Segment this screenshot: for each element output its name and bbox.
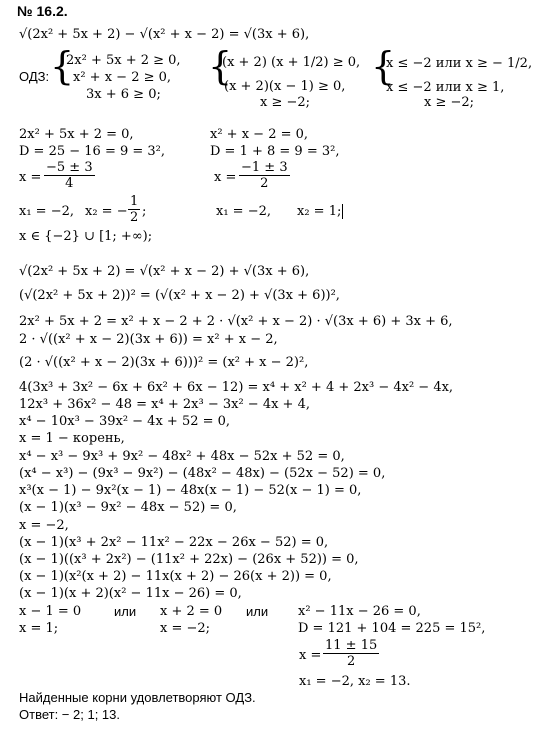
quad1-root-2: x₂ = − [85,204,128,219]
case-3-x-denominator: 2 [346,654,356,669]
case-2-eq: x + 2 = 0 [160,604,223,619]
quad2-root-2: x₂ = 1; [297,204,342,219]
work-line-16: (x − 1)((x³ + 2x²) − (11x² + 22x) − (26x + 52)) = 0, [19,552,359,567]
quad1-x-prefix: x = [19,170,42,185]
work-line-14: x = −2, [19,518,69,533]
odz-s2-line-2: (x + 2)(x − 1) ≥ 0, [224,79,346,94]
case-3-x-numerator: 11 ± 15 [325,638,378,653]
odz-s2-line-1: (x + 2) (x + 1/2) ≥ 0, [222,55,361,70]
quad1-root-2-fraction [128,194,140,225]
odz-s1-line-1: 2x² + 5x + 2 ≥ 0, [66,53,181,68]
odz-brace-2: { [208,44,233,88]
work-line-8: x⁴ − 10x³ − 39x² − 4x + 52 = 0, [19,414,231,429]
quad2-x-denominator: 2 [260,176,269,191]
case-1-root: x = 1; [19,621,59,636]
text-cursor [342,204,343,219]
work-line-4: 2 · √((x² + x − 2)(3x + 6)) = x² + x − 2, [19,332,278,347]
case-3-x-prefix: x = [299,648,322,663]
quad1-x-fraction [44,160,95,191]
domain-set: x ∈ {−2} ∪ [1; +∞); [19,229,153,244]
case-3-discriminant: D = 121 + 104 = 225 = 15², [298,621,486,636]
conclusion: Найденные корни удовлетворяют ОДЗ. [19,690,256,705]
quad2-equation: x² + x − 2 = 0, [210,127,309,142]
quad1-x-numerator: −5 ± 3 [46,160,93,175]
work-line-13: (x − 1)(x³ − 9x² − 48x − 52) = 0, [19,500,237,515]
work-line-6: 4(3x³ + 3x² − 6x + 6x² + 6x − 12) = x⁴ + x² + 4 + 2x³ − 4x² − 4x, [19,380,454,395]
case-3-roots: x₁ = −2, x₂ = 13. [299,674,411,689]
work-line-10: x⁴ − x³ − 9x³ + 9x² − 48x² + 48x − 52x + 52 = 0, [19,449,345,464]
work-line-5: (2 · √((x² + x − 2)(3x + 6)))² = (x² + x − 2)², [19,355,309,370]
odz-s3-line-3: x ≥ −2; [424,95,475,110]
work-line-3: 2x² + 5x + 2 = x² + x − 2 + 2 · √(x² + x − 2) · √(3x + 6) + 3x + 6, [19,314,453,329]
quad1-root-1: x₁ = −2, [19,204,74,219]
work-line-7: 12x³ + 36x² − 48 = x⁴ + 2x³ − 3x² − 4x + 4, [19,397,310,412]
work-line-9: x = 1 − корень, [19,431,125,446]
case-1-eq: x − 1 = 0 [19,604,82,619]
quad1-root-2-den: 2 [130,210,139,225]
quad1-root-2-tail: ; [142,204,147,219]
main-equation: √(2x² + 5x + 2) − √(x² + x − 2) = √(3x + 6), [19,27,310,42]
or-1: или [114,604,137,619]
quad2-discriminant: D = 1 + 8 = 9 = 3², [210,144,340,159]
work-line-17: (x − 1)(x²(x + 2) − 11x(x + 2) − 26(x + 2)) = 0, [19,569,332,584]
odz-s3-line-2: x ≤ −2 или x ≥ 1, [386,80,505,95]
case-3-x-fraction [323,638,379,669]
work-line-11: (x⁴ − x³) − (9x³ − 9x²) − (48x² − 48x) − (52x − 52) = 0, [19,466,386,481]
odz-brace-3: { [371,44,396,88]
quad1-root-2-num: 1 [130,194,139,209]
quad1-equation: 2x² + 5x + 2 = 0, [19,127,134,142]
work-line-1: √(2x² + 5x + 2) = √(x² + x − 2) + √(3x + 6), [19,264,310,279]
work-line-2: (√(2x² + 5x + 2))² = (√(x² + x − 2) + √(3x + 6))², [19,288,340,303]
case-3-eq: x² − 11x − 26 = 0, [298,604,421,619]
answer: Ответ: − 2; 1; 13. [19,707,120,722]
quad1-discriminant: D = 25 − 16 = 9 = 3², [19,144,166,159]
work-line-18: (x − 1)(x + 2)(x² − 11x − 26) = 0, [19,586,242,601]
quad1-x-denominator: 4 [65,176,74,191]
quad2-x-prefix: x = [214,170,237,185]
odz-s1-line-3: 3x + 6 ≥ 0; [86,87,161,102]
quad2-root-1: x₁ = −2, [216,204,271,219]
case-2-root: x = −2; [160,621,211,636]
odz-brace-1: { [50,44,75,88]
work-line-12: x³(x − 1) − 9x²(x − 1) − 48x(x − 1) − 52(x − 1) = 0, [19,483,362,498]
quad2-x-numerator: −1 ± 3 [241,160,288,175]
or-2: или [246,604,269,619]
work-line-15: (x − 1)(x³ + 2x² − 11x² − 22x − 26x − 52) = 0, [19,535,329,550]
odz-label: ОДЗ: [19,69,50,84]
odz-s3-line-1: x ≤ −2 или x ≥ − 1/2, [386,56,533,71]
odz-s2-line-3: x ≥ −2; [260,95,311,110]
quad2-x-fraction [239,160,290,191]
problem-title: № 16.2. [17,3,68,19]
odz-s1-line-2: x² + x − 2 ≥ 0, [73,70,172,85]
